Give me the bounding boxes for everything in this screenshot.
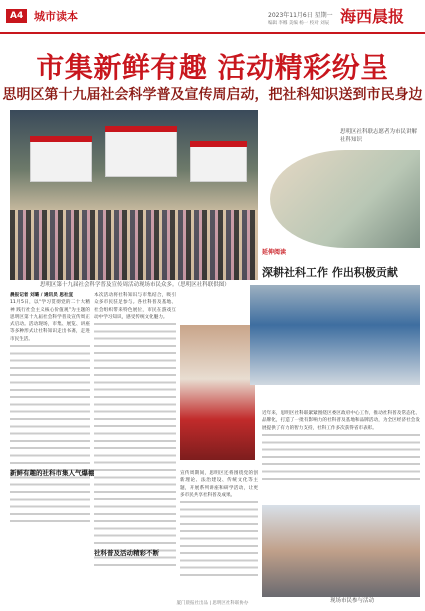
side-photo-caption: 思明区社科联志愿者为市民讲解社科知识 [340,129,418,143]
small-photo-caption: 现场市民参与活动 [330,598,375,604]
section-title: 城市读本 [34,10,78,23]
issue-date: 2023年11月6日 星期一 [268,12,333,19]
byline: 晨报记者 刘璐 / 通讯员 思社宣 [10,293,74,298]
subtitle-2: 社科普及活动精彩不断 [94,549,159,557]
filler-text [180,499,258,579]
bottom-photo [262,505,420,597]
subheadline: 思明区第十九届社会科学普及宣传周启动，把社科知识送到市民身边 [2,87,423,103]
sidebar-title: 深耕社科工作 作出积极贡献 [262,266,398,279]
page-header [0,0,425,36]
col3-text: 宣传周期间，思明区还将围绕党的创新理论、法治建设、传统文化等主题，开展系列讲座和研学活动，让更多市民共享社科普及成果。 [180,471,258,498]
headline: 市集新鲜有趣 活动精彩纷呈 [36,51,389,84]
sidebar-text [262,410,420,482]
page-number: A4 [6,9,27,23]
col4-text: 近年来，思明区社科联紧紧围绕区委区政府中心工作，推动社科普及常态化、品牌化，打造了一批有影响力的社科普及基地和品牌活动，为全区经济社会发展提供了有力的智力支持，社科工作多次获得省市表彰。 [262,411,420,431]
article-col-3 [180,470,258,579]
editor-line: 编辑 李娜 美编 杨一 校对 刘辰 [268,21,330,26]
filler-text [262,432,420,482]
main-photo [10,110,258,280]
subtitle-1: 新鲜有趣的社科市集人气爆棚 [10,469,95,477]
newspaper-logo: 海西晨报 [340,7,405,26]
lead-paragraph: 11月5日，以“学习贯彻党的二十大精神 践行社会主义核心价值观”为主题的思明区第十九届社会科学普及宣传周正式启动。活动现场，市集、展览、讲座等多种形式让社科知识走出书斋，走进市民生活。 [10,300,90,342]
event-photo [250,285,420,385]
filler-text [94,321,176,571]
col2-text: 本次活动将社科知识与市集结合，吸引众多市民驻足参与。各社科普及基地、社会组织带来特色展位，市民在游戏互动中学习知识，感受传统文化魅力。 [94,293,176,320]
extended-reading-tag: 延伸阅读 [262,249,287,256]
page-footer: 厦门晨报社出品 | 思明区社科联协办 [176,601,249,606]
header-divider [0,32,425,34]
main-photo-caption: 思明区第十九届社会科学普及宣传周活动现场市民众多。（思明区社科联供图） [40,282,230,288]
filler-text [10,343,90,523]
article-col-2 [94,292,176,571]
article-col-1 [10,292,90,523]
volunteer-photo [180,325,255,460]
side-photo [270,150,420,248]
